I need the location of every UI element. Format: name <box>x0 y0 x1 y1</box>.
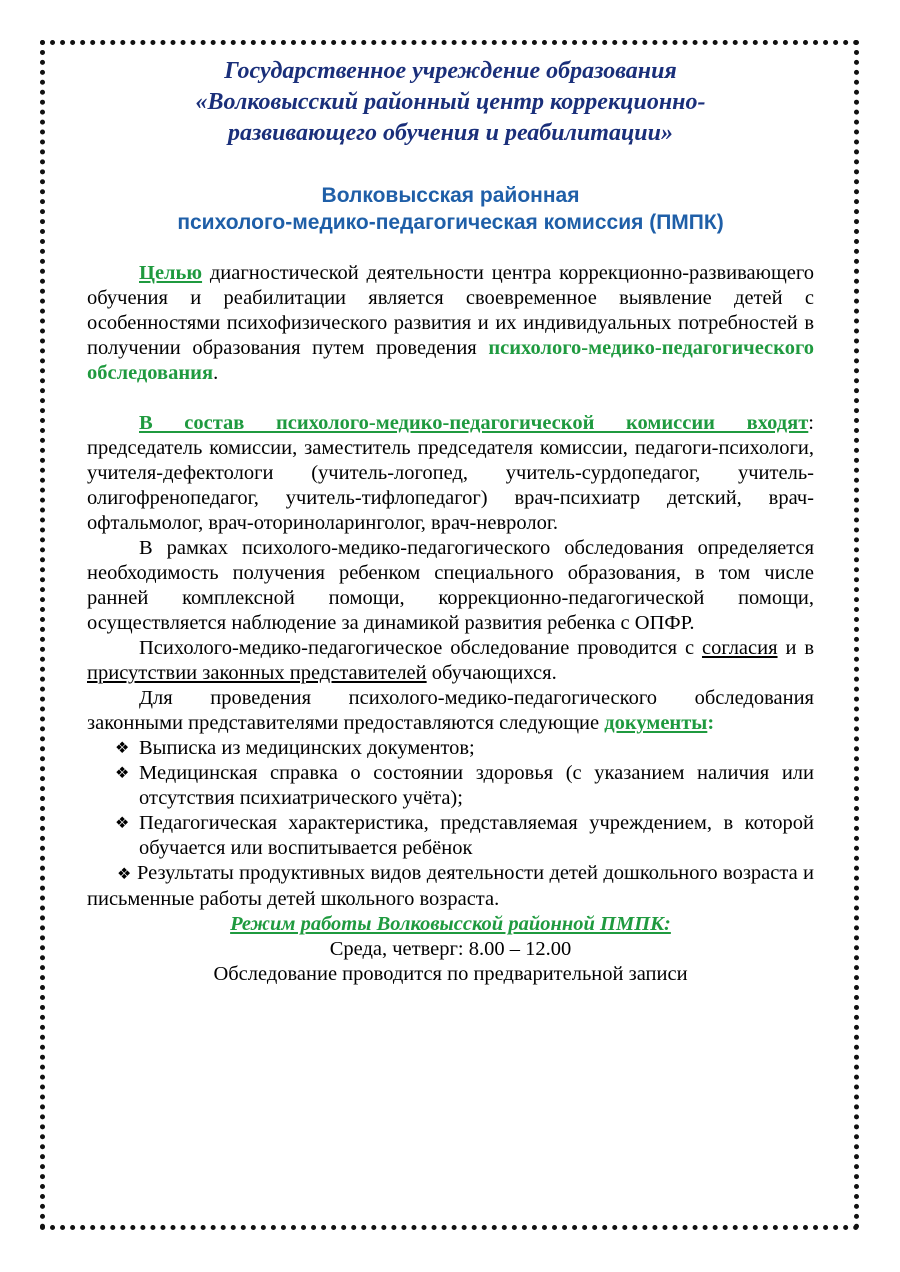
institution-title <box>87 56 814 149</box>
consent-post: обучающихся. <box>426 662 557 684</box>
diamond-bullet-icon: ❖ <box>117 866 132 883</box>
documents-keyword: документы <box>604 712 708 734</box>
commission-title <box>87 182 814 236</box>
goal-keyword: Целью <box>139 262 203 284</box>
schedule-title-text: Режим работы Волковысской районной ПМПК: <box>230 913 671 935</box>
commission-line-2: психолого-медико-педагогическая комиссия (ПМПК) <box>177 211 724 234</box>
diamond-bullet-icon: ❖ <box>115 740 130 757</box>
documents-pre: Для проведения психолого-медико-педагогического обследования законными представителями предоставляются следующие <box>87 687 814 734</box>
composition-text: председатель комиссии, заместитель председателя комиссии, педагоги-психологи, учителя-дефектологи (учитель-логопед, учитель-сурдопедагог, учитель- олигофренопедагог, учитель-тифлопедагог) врач-психиатр детский, врач-офтальмолог, врач-оториноларинголог, врач-невролог. <box>87 437 814 534</box>
institution-line-3: развивающего обучения и реабилитации» <box>228 120 673 146</box>
composition-colon: : <box>808 412 814 434</box>
consent-pre: Психолого-медико-педагогическое обследование проводится с <box>139 637 702 659</box>
documents-colon: : <box>707 712 715 734</box>
schedule-note: Обследование проводится по предварительной записи <box>213 963 688 985</box>
composition-heading: В состав психолого-медико-педагогической комиссии входят <box>139 412 809 434</box>
list-item-text: Выписка из медицинских документов; <box>139 737 475 759</box>
goal-text: диагностической деятельности центра коррекционно-развивающего обучения и реабилитации является своевременное выявление детей с особенностями психофизического развития и их индивидуальных потребностей в получении образования путем проведения <box>87 262 814 359</box>
consent-underline-2: присутствии законных представителей <box>87 662 427 684</box>
diamond-bullet-icon: ❖ <box>115 765 130 782</box>
list-item <box>87 811 814 861</box>
schedule-hours: Среда, четверг: 8.00 – 12.00 <box>329 938 572 960</box>
documents-intro <box>87 686 814 736</box>
documents-list <box>87 736 814 861</box>
schedule-title <box>87 912 814 937</box>
diamond-bullet-icon: ❖ <box>115 815 130 832</box>
list-item-text: Педагогическая характеристика, представляемая учреждением, в которой обучается или воспитывается ребёнок <box>139 812 814 859</box>
list-item <box>87 761 814 811</box>
documents-last-item <box>87 861 814 912</box>
composition-paragraph <box>87 411 814 536</box>
scope-paragraph: В рамках психолого-медико-педагогического обследования определяется необходимость получения ребенком специального образования, в том числе ранней комплексной помощи, коррекционно-педагогической помощи, осуществляется наблюдение за динамикой развития ребенка с ОПФР. <box>87 537 814 634</box>
consent-underline-1: согласия <box>701 637 778 659</box>
consent-mid: и в <box>777 637 814 659</box>
goal-paragraph <box>87 261 814 386</box>
consent-paragraph <box>87 636 814 686</box>
institution-line-2: «Волковысский районный центр коррекционно- <box>195 89 706 115</box>
list-item <box>87 736 814 761</box>
goal-highlight: психолого-медико-педагогического обследования <box>87 337 814 384</box>
commission-line-1: Волковысская районная <box>321 184 580 207</box>
goal-end: . <box>213 362 219 384</box>
list-item-text: Медицинская справка о состоянии здоровья (с указанием наличия или отсутствия психиатрического учёта); <box>139 762 814 809</box>
institution-line-1: Государственное учреждение образования <box>224 58 677 84</box>
last-item-text: Результаты продуктивных видов деятельности детей дошкольного возраста и письменные работы детей школьного возраста. <box>87 862 815 910</box>
document-content <box>87 56 814 987</box>
